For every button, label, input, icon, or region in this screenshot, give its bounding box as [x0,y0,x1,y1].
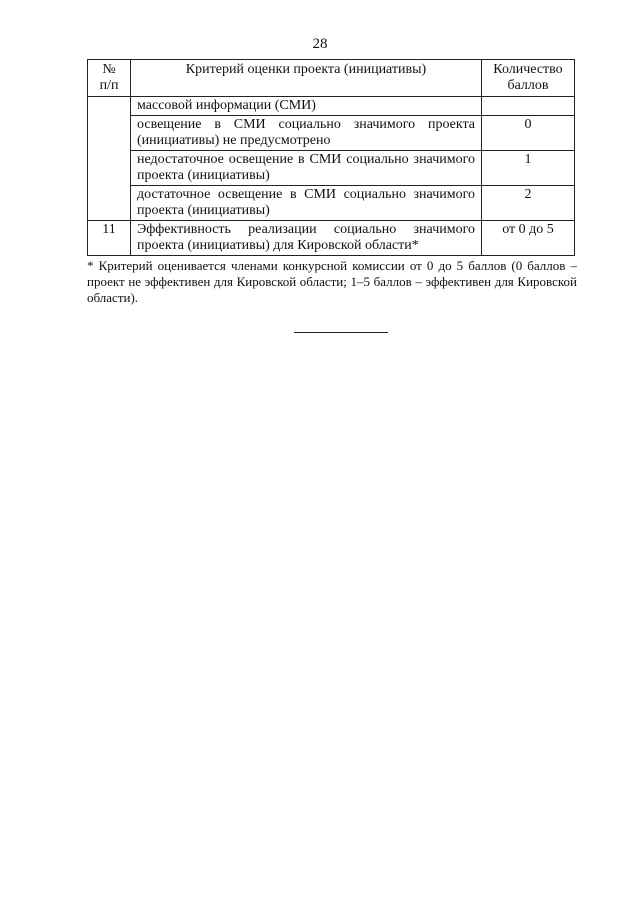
criteria-table [87,59,575,256]
header-score [482,60,575,97]
table-row [88,151,575,186]
row-criterion: освещение в СМИ социально значимого проекта (инициативы) не предусмотрено [131,116,482,151]
row-number-cell [88,97,131,221]
page-number: 28 [312,36,328,52]
table-header-row [88,60,575,97]
row-score: от 0 до 5 [482,221,575,256]
end-divider [294,332,388,333]
table-row [88,186,575,221]
table-row [88,221,575,256]
row-score: 2 [482,186,575,221]
header-score-line2: баллов [507,78,549,93]
row-score: 1 [482,151,575,186]
header-number-line1: № [102,62,116,77]
header-number-line2: п/п [99,78,119,93]
row-score: 0 [482,116,575,151]
row-number: 11 [88,221,131,256]
row-criterion: достаточное освещение в СМИ социально значимого проекта (инициативы) [131,186,482,221]
row-criterion: массовой информации (СМИ) [131,97,482,116]
row-criterion: недостаточное освещение в СМИ социально значимого проекта (инициативы) [131,151,482,186]
row-criterion: Эффективность реализации социально значимого проекта (инициативы) для Кировской области* [131,221,482,256]
table-row [88,97,575,116]
header-number [88,60,131,97]
table-row [88,116,575,151]
row-score [482,97,575,116]
footnote: * Критерий оценивается членами конкурсной комиссии от 0 до 5 баллов (0 баллов – проект не эффективен для Кировской области; 1–5 баллов – эффективен для Кировской области). [87,258,577,305]
header-criterion: Критерий оценки проекта (инициативы) [131,60,482,97]
header-score-line1: Количество [493,62,563,77]
